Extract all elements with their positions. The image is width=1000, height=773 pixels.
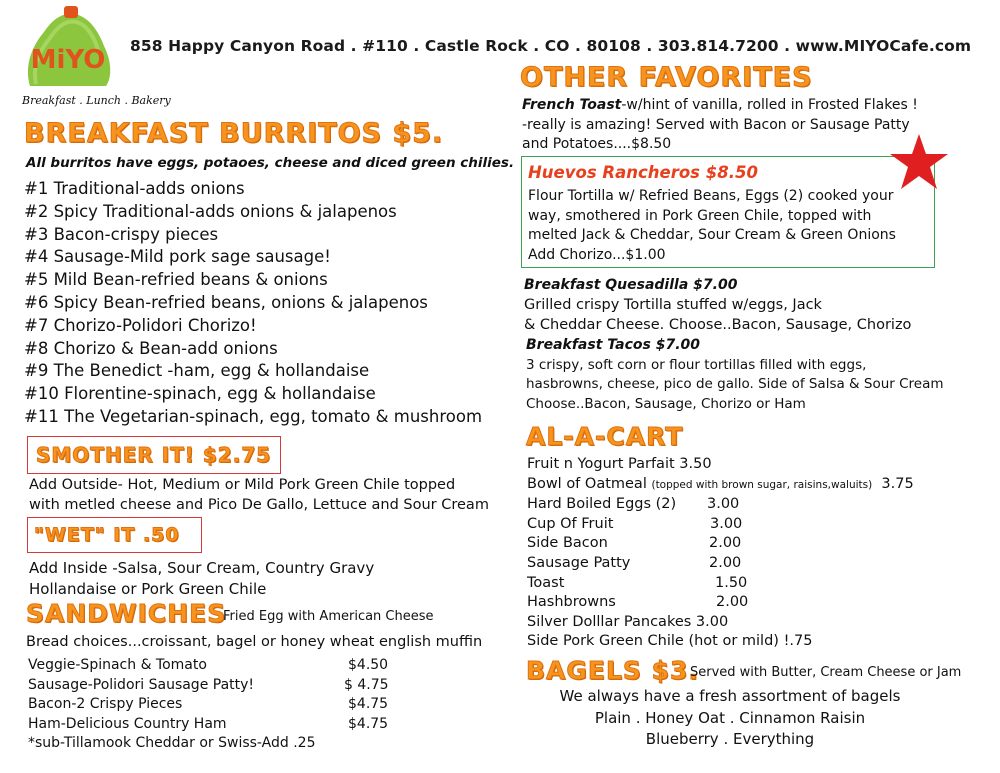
huevos-line: Flour Tortilla w/ Refried Beans, Eggs (2) cooked your: [528, 188, 894, 204]
quesadilla-line: & Cheddar Cheese. Choose..Bacon, Sausage, Chorizo: [524, 317, 912, 333]
al-a-cart-row: [527, 475, 914, 496]
sandwiches-heading: SANDWICHES: [26, 599, 227, 628]
huevos-title: Huevos Rancheros $8.50: [528, 163, 758, 182]
french-toast-desc: -really is amazing! Served with Bacon or Sausage Patty: [522, 116, 910, 133]
sandwich-price: $4.75: [348, 715, 389, 732]
bagels-heading: BAGELS $3.: [526, 656, 699, 685]
burrito-item: #9 The Benedict -ham, egg & hollandaise: [24, 361, 370, 381]
al-a-cart-name: Side Pork Green Chile (hot or mild): [527, 633, 779, 650]
al-a-cart-price: 3.50: [679, 456, 712, 472]
burrito-item: #5 Mild Bean-refried beans & onions: [24, 270, 328, 290]
al-a-cart-row: [527, 574, 914, 594]
tacos: [526, 336, 944, 414]
breakfast-burritos-heading: BREAKFAST BURRITOS $5.: [24, 118, 444, 149]
bagels-line: Blueberry . Everything: [645, 730, 815, 748]
smother-line: with metled cheese and Pico De Gallo, Lettuce and Sour Cream: [29, 497, 489, 513]
al-a-cart-name: Side Bacon: [527, 535, 608, 552]
al-a-cart-name: Hard Boiled Eggs (2): [527, 496, 677, 513]
red-star-icon: [888, 132, 950, 192]
al-a-cart-row: [527, 455, 914, 475]
quesadilla-line: Grilled crispy Tortilla stuffed w/eggs, Jack: [524, 297, 822, 313]
burrito-item: #3 Bacon-crispy pieces: [24, 224, 219, 244]
quesadilla-title: Breakfast Quesadilla $7.00: [524, 277, 738, 293]
burrito-item: #1 Traditional-adds onions: [24, 179, 245, 198]
burrito-item: #2 Spicy Traditional-adds onions & jalapenos: [24, 201, 397, 221]
al-a-cart-row: [527, 613, 914, 633]
quesadilla: [524, 275, 911, 335]
sandwich-list: [28, 656, 389, 754]
al-a-cart-row: [527, 495, 914, 515]
al-a-cart-name: Sausage Patty: [527, 554, 631, 571]
logo-tagline: Breakfast . Lunch . Bakery: [22, 94, 171, 107]
smother-box: [27, 436, 281, 474]
bagels-desc: [520, 686, 940, 751]
bagels-line: We always have a fresh assortment of bagels: [559, 687, 901, 705]
al-a-cart-name: Fruit n Yogurt Parfait: [527, 456, 675, 472]
al-a-cart-name: Bowl of Oatmeal: [527, 475, 647, 492]
al-a-cart-row: [527, 534, 914, 554]
al-a-cart-row: [527, 515, 914, 535]
burrito-item: #11 The Vegetarian-spinach, egg, tomato & mushroom: [24, 406, 483, 426]
miyo-logo: [22, 6, 114, 90]
al-a-cart-name: Cup Of Fruit: [527, 515, 614, 532]
al-a-cart-price: 3.00: [707, 496, 740, 513]
al-a-cart-price: !.75: [783, 633, 813, 650]
al-a-cart-price: 2.00: [709, 554, 742, 571]
huevos-line: Add Chorizo...$1.00: [528, 246, 666, 263]
wet-line: Hollandaise or Pork Green Chile: [29, 580, 267, 598]
sandwich-name: Ham-Delicious Country Ham: [28, 715, 227, 732]
sandwich-row: [28, 656, 389, 676]
huevos-line: melted Jack & Cheddar, Sour Cream & Green Onions: [528, 227, 896, 244]
al-a-cart-note: (topped with brown sugar, raisins,waluits): [651, 478, 873, 491]
burrito-list: [24, 178, 482, 429]
burritos-subtitle: All burritos have eggs, potaoes, cheese and diced green chilies.: [26, 155, 515, 171]
smother-desc: [29, 475, 489, 515]
huevos-box: [521, 156, 935, 268]
al-a-cart-list: [527, 455, 914, 652]
al-a-cart-price: 2.00: [709, 535, 742, 552]
burrito-item: #7 Chorizo-Polidori Chorizo!: [24, 315, 257, 335]
smother-line: Add Outside- Hot, Medium or Mild Pork Green Chile topped: [29, 477, 456, 493]
al-a-cart-row: [527, 554, 914, 574]
sandwich-row: [28, 695, 389, 715]
french-toast-desc: -w/hint of vanilla, rolled in Frosted Flakes !: [621, 97, 918, 113]
wet-box: [27, 517, 202, 553]
sandwich-price: $ 4.75: [344, 676, 389, 693]
tacos-line: Choose..Bacon, Sausage, Chorizo or Ham: [526, 395, 806, 412]
burrito-item: #10 Florentine-spinach, egg & hollandaise: [24, 384, 376, 404]
french-toast: [522, 96, 918, 155]
al-a-cart-price: 2.00: [716, 594, 749, 611]
bagels-note: Served with Butter, Cream Cheese or Jam: [690, 665, 962, 680]
bread-choices: Bread choices...croissant, bagel or honey wheat english muffin: [26, 634, 483, 650]
bagels-line: Plain . Honey Oat . Cinnamon Raisin: [594, 708, 866, 727]
sandwich-name: Sausage-Polidori Sausage Patty!: [28, 676, 255, 693]
burrito-item: #4 Sausage-Mild pork sage sausage!: [24, 247, 331, 267]
sandwich-price: $4.50: [348, 657, 389, 673]
other-favorites-heading: OTHER FAVORITES: [520, 62, 813, 93]
sandwiches-note: Fried Egg with American Cheese: [223, 609, 434, 624]
burrito-item: #8 Chorizo & Bean-add onions: [24, 338, 278, 358]
al-a-cart-price: 3.00: [710, 515, 743, 532]
tacos-title: Breakfast Tacos $7.00: [526, 337, 701, 353]
al-a-cart-name: Hashbrowns: [527, 594, 616, 611]
french-toast-name: French Toast: [522, 97, 622, 113]
french-toast-price: and Potatoes....$8.50: [522, 136, 672, 152]
al-a-cart-price: 3.00: [695, 613, 729, 630]
sandwich-row: [28, 676, 389, 696]
al-a-cart-row: [527, 593, 914, 613]
address-line: 858 Happy Canyon Road . #110 . Castle Rock . CO . 80108 . 303.814.7200 . www.MIYOCafe.com: [130, 37, 972, 55]
al-a-cart-heading: AL-A-CART: [526, 422, 684, 451]
huevos-line: way, smothered in Pork Green Chile, topped with: [528, 207, 872, 224]
sandwich-row: [28, 715, 389, 735]
al-a-cart-name: Toast: [527, 574, 565, 591]
wet-heading: "WET" IT .50: [34, 524, 180, 546]
tacos-line: hasbrowns, cheese, pico de gallo. Side of Salsa & Sour Cream: [526, 376, 944, 392]
sandwich-price: $4.75: [348, 696, 389, 713]
sandwich-name: Bacon-2 Crispy Pieces: [28, 696, 183, 713]
burrito-item: #6 Spicy Bean-refried beans, onions & jalapenos: [24, 292, 428, 312]
sandwich-name: Veggie-Spinach & Tomato: [28, 657, 207, 673]
tacos-line: 3 crispy, soft corn or flour tortillas filled with eggs,: [526, 356, 867, 373]
al-a-cart-price: 3.75: [881, 475, 914, 492]
sandwich-sub-note: *sub-Tillamook Cheddar or Swiss-Add .25: [28, 735, 316, 752]
al-a-cart-row: [527, 632, 914, 652]
al-a-cart-price: 1.50: [715, 574, 748, 591]
logo-text: MiYO: [30, 45, 106, 75]
al-a-cart-name: Silver Dolllar Pancakes: [527, 613, 692, 630]
wet-desc: [29, 558, 374, 600]
smother-heading: SMOTHER IT! $2.75: [36, 443, 272, 467]
wet-line: Add Inside -Salsa, Sour Cream, Country Gravy: [29, 559, 375, 577]
